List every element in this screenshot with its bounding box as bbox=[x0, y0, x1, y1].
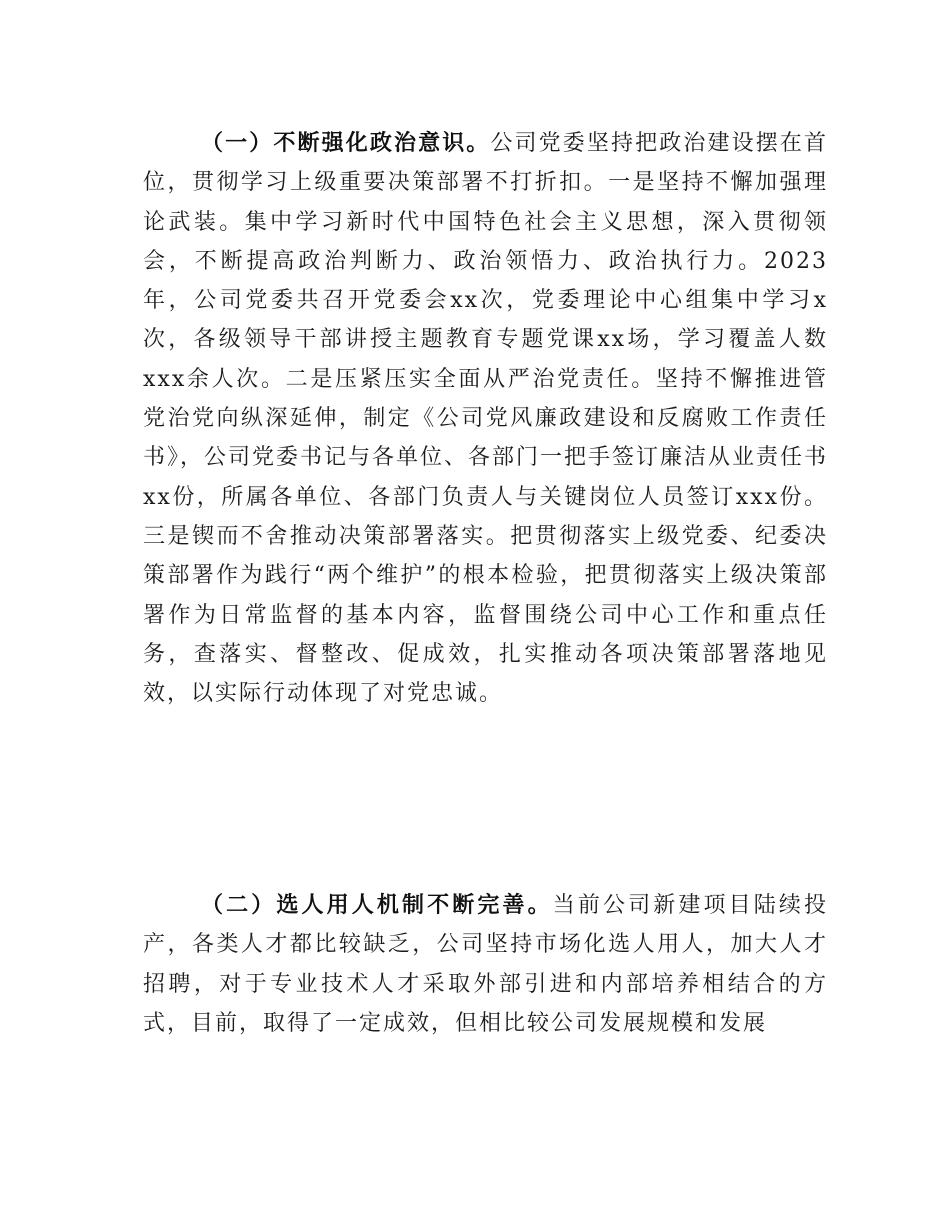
paragraph-body: 当前公司新建项目陆续投产，各类人才都比较缺乏，公司坚持市场化选人用人，加大人才招聘，对于专业技术人才采取外部引进和内部培养相结合的方式，目前，取得了一定成效，但相比较公司发展规模和发展 bbox=[143, 893, 828, 1036]
paragraph-body: 公司党委坚持把政治建设摆在首位，贯彻学习上级重要决策部署不打折扣。一是坚持不懈加强理论武装。集中学习新时代中国特色社会主义思想，深入贯彻领会，不断提高政治判断力、政治领悟力、政治执行力。2023年，公司党委共召开党委会xx次，党委理论中心组集中学习x次，各级领导干部讲授主题教育专题党课xx场，学习覆盖人数xxx余人次。二是压紧压实全面从严治党责任。坚持不懈推进管党治党向纵深延伸，制定《公司党风廉政建设和反腐败工作责任书》，公司党委书记与各单位、各部门一把手签订廉洁从业责任书xx份，所属各单位、各部门负责人与关键岗位人员签订xxx份。三是锲而不舍推动决策部署落实。把贯彻落实上级党委、纪委决策部署作为践行“两个维护”的根本检验，把贯彻落实上级决策部署作为日常监督的基本内容，监督围绕公司中心工作和重点任务，查落实、督整改、促成效，扎实推动各项决策部署落地见效，以实际行动体现了对党忠诚。 bbox=[143, 131, 829, 707]
paragraph-heading: （一）不断强化政治意识。 bbox=[201, 131, 491, 156]
paragraph-heading: （二）选人用人机制不断完善。 bbox=[201, 893, 553, 918]
paragraph-personnel-mechanism bbox=[143, 886, 828, 1043]
paragraph-political-awareness bbox=[143, 124, 828, 713]
